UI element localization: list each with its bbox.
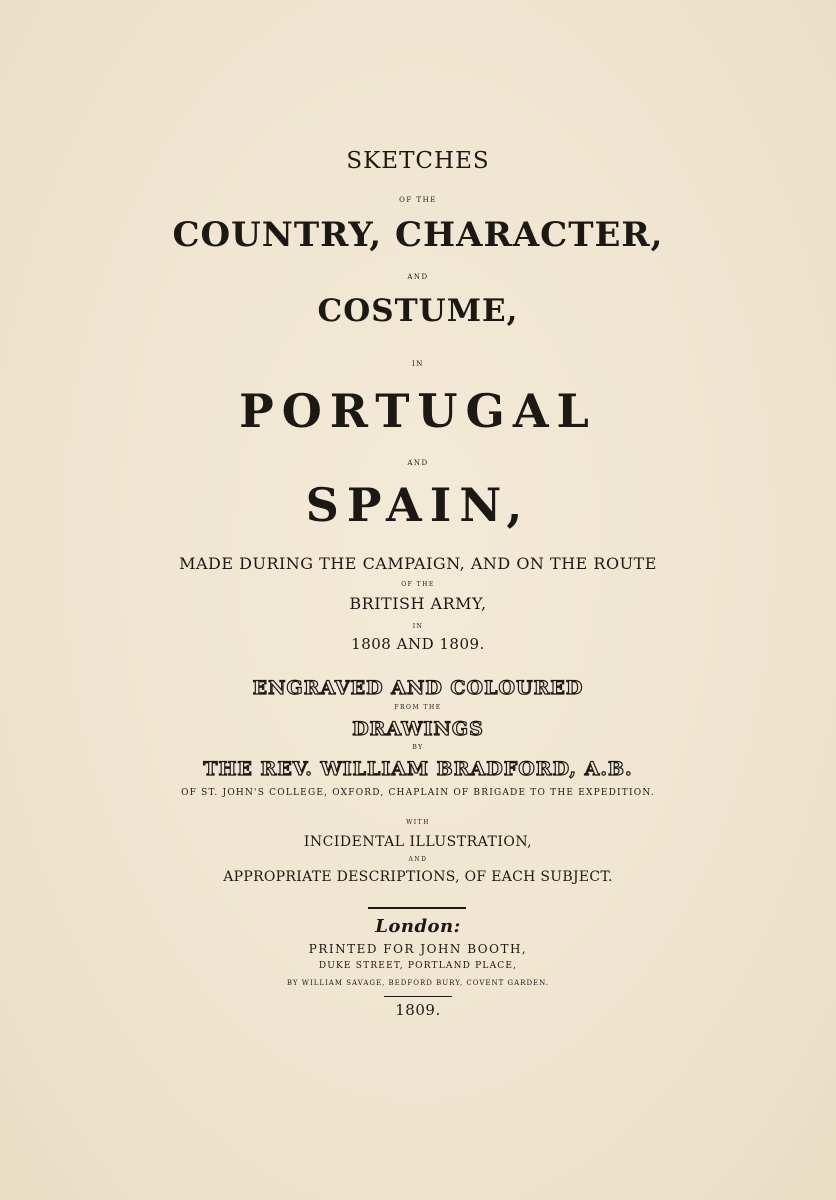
drawings: DRAWINGS <box>352 718 484 740</box>
imprint-city: London: <box>375 916 461 937</box>
connector-in: IN <box>412 360 424 368</box>
appropriate-descriptions: APPROPRIATE DESCRIPTIONS, OF EACH SUBJECT. <box>223 869 613 885</box>
title-sketches: SKETCHES <box>346 148 490 174</box>
connector-with: WITH <box>406 819 430 826</box>
connector-and: AND <box>407 273 429 281</box>
imprint-printer: BY WILLIAM SAVAGE, BEDFORD BURY, COVENT GARDEN. <box>286 979 550 987</box>
subtitle-made-during: MADE DURING THE CAMPAIGN, AND ON THE ROUTE <box>179 554 657 573</box>
connector-of-the: OF THE <box>399 196 437 204</box>
subtitle-british-army: BRITISH ARMY, <box>349 594 487 613</box>
engraved-and-coloured: ENGRAVED AND COLOURED <box>252 677 584 699</box>
title-portugal: PORTUGAL <box>239 384 597 438</box>
imprint-year: 1809. <box>395 1001 441 1019</box>
connector-from-the: FROM THE <box>394 704 442 711</box>
imprint-rule-bottom <box>384 996 452 997</box>
subtitle-years: 1808 AND 1809. <box>351 635 485 653</box>
connector-and: AND <box>407 459 429 467</box>
author-name: THE REV. WILLIAM BRADFORD, A.B. <box>203 758 633 780</box>
author-affiliation: OF ST. JOHN'S COLLEGE, OXFORD, CHAPLAIN OF BRIGADE TO THE EXPEDITION. <box>181 788 655 798</box>
imprint-address: DUKE STREET, PORTLAND PLACE, <box>318 961 518 971</box>
connector-of-the: OF THE <box>401 581 435 588</box>
incidental-illustration: INCIDENTAL ILLUSTRATION, <box>303 834 533 850</box>
connector-and: AND <box>408 856 428 863</box>
connector-in: IN <box>412 623 424 630</box>
imprint-printed-for: PRINTED FOR JOHN BOOTH, <box>308 942 528 956</box>
title-country-character: COUNTRY, CHARACTER, <box>172 215 664 255</box>
title-spain: SPAIN, <box>305 478 531 532</box>
title-costume: COSTUME, <box>317 293 519 329</box>
imprint-rule-top <box>368 907 466 909</box>
connector-by: BY <box>412 744 424 751</box>
